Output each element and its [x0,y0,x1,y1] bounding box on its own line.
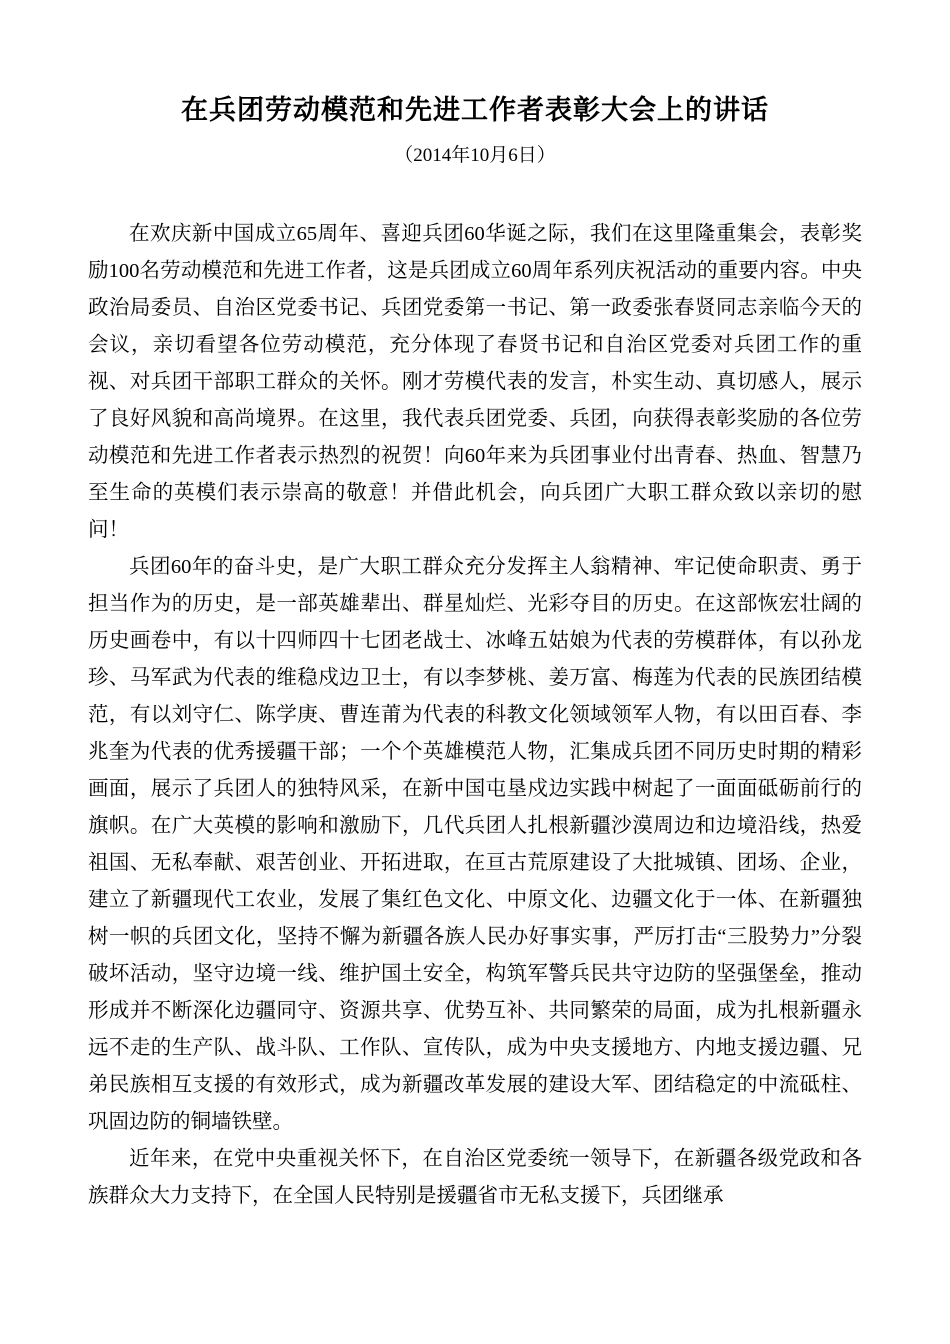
paragraph-2: 兵团60年的奋斗史，是广大职工群众充分发挥主人翁精神、牢记使命职责、勇于担当作为的历史，是一部英雄辈出、群星灿烂、光彩夺目的历史。在这部恢宏壮阔的历史画卷中，有以十四师四十七团老战士、冰峰五姑娘为代表的劳模群体，有以孙龙珍、马军武为代表的维稳戍边卫士，有以李梦桃、姜万富、梅莲为代表的民族团结模范，有以刘守仁、陈学庚、曹连莆为代表的科教文化领域领军人物，有以田百春、李兆奎为代表的优秀援疆干部；一个个英雄模范人物，汇集成兵团不同历史时期的精彩画面，展示了兵团人的独特风采，在新中国屯垦戍边实践中树起了一面面砥砺前行的旗帜。在广大英模的影响和激励下，几代兵团人扎根新疆沙漠周边和边境沿线，热爱祖国、无私奉献、艰苦创业、开拓进取，在亘古荒原建设了大批城镇、团场、企业，建立了新疆现代工农业，发展了集红色文化、中原文化、边疆文化于一体、在新疆独树一帜的兵团文化，坚持不懈为新疆各族人民办好事实事，严厉打击“三股势力”分裂破坏活动，坚守边境一线、维护国土安全，构筑军警兵民共守边防的坚强堡垒，推动形成并不断深化边疆同守、资源共享、优势互补、共同繁荣的局面，成为扎根新疆永远不走的生产队、战斗队、工作队、宣传队，成为中央支援地方、内地支援边疆、兄弟民族相互支援的有效形式，成为新疆改革发展的建设大军、团结稳定的中流砥柱、巩固边防的铜墙铁壁。 [88,556,862,1133]
paragraph-3: 近年来，在党中央重视关怀下，在自治区党委统一领导下，在新疆各级党政和各族群众大力支持下，在全国人民特别是援疆省市无私支援下，兵团继承 [88,1148,862,1207]
document-title: 在兵团劳动模范和先进工作者表彰大会上的讲话 [181,95,769,125]
document-date-line: （2014年10月6日） [394,145,556,166]
paragraph-1: 在欢庆新中国成立65周年、喜迎兵团60华诞之际，我们在这里隆重集会，表彰奖励100名劳动模范和先进工作者，这是兵团成立60周年系列庆祝活动的重要内容。中央政治局委员、自治区党委书记、兵团党委第一书记、第一政委张春贤同志亲临今天的会议，亲切看望各位劳动模范，充分体现了春贤书记和自治区党委对兵团工作的重视、对兵团干部职工群众的关怀。刚才劳模代表的发言，朴实生动、真切感人，展示了良好风貌和高尚境界。在这里，我代表兵团党委、兵团，向获得表彰奖励的各位劳动模范和先进工作者表示热烈的祝贺！向60年来为兵团事业付出青春、热血、智慧乃至生命的英模们表示崇高的敬意！并借此机会，向兵团广大职工群众致以亲切的慰问！ [88,223,862,541]
document-body [88,216,862,1215]
